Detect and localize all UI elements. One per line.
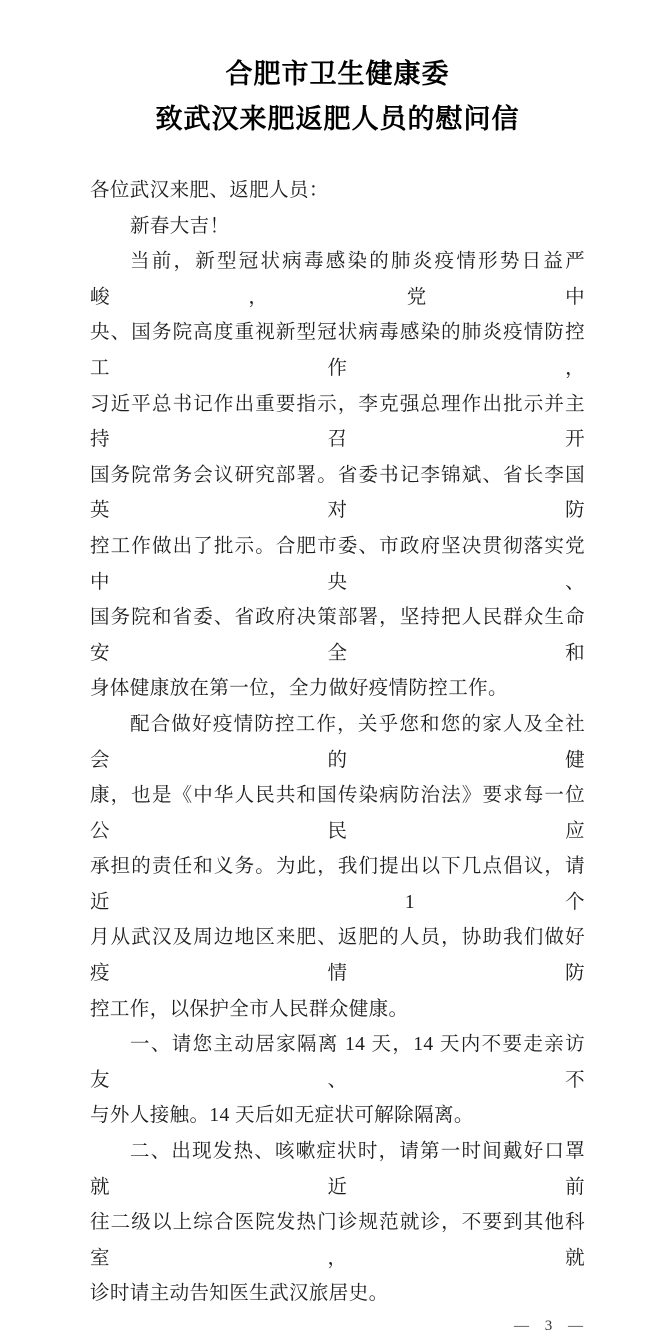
body-line: 新春大吉！ (129, 215, 230, 237)
body-line: 习近平总书记作出重要指示，李克强总理作出批示并主持召开 (90, 393, 585, 451)
body-line: 身体健康放在第一位，全力做好疫情防控工作。 (90, 678, 508, 700)
body-line-salutation: 各位武汉来肥、返肥人员： (90, 180, 329, 201)
body-line: 控工作，以保护全市人民群众健康。 (90, 998, 409, 1020)
page-number: — 3 — (514, 1318, 585, 1334)
body-line-item-2: 二、出现发热、咳嗽症状时，请第一时间戴好口罩就近前 (90, 1141, 585, 1198)
body-line: 配合做好疫情防控工作，关乎您和您的家人及全社会的健 (90, 713, 585, 771)
document-title-line-1: 合肥市卫生健康委 (225, 59, 450, 89)
body-line: 往二级以上综合医院发热门诊规范就诊，不要到其他科室，就 (90, 1212, 585, 1269)
body-line-item-1: 一、请您主动居家隔离 14 天，14 天内不要走亲访友、不 (90, 1034, 585, 1091)
body-line: 当前，新型冠状病毒感染的肺炎疫情形势日益严峻，党中 (90, 251, 585, 308)
body-line: 承担的责任和义务。为此，我们提出以下几点倡议，请近 1 个 (90, 856, 585, 913)
letter-body (90, 173, 585, 1312)
body-line: 与外人接触。14 天后如无症状可解除隔离。 (90, 1105, 474, 1127)
body-line: 控工作做出了批示。合肥市委、市政府坚决贯彻落实党中央、 (90, 535, 585, 593)
document-title-line-2: 致武汉来肥返肥人员的慰问信 (155, 104, 520, 134)
body-line: 国务院和省委、省政府决策部署，坚持把人民群众生命安全和 (90, 607, 585, 664)
body-line: 国务院常务会议研究部署。省委书记李锦斌、省长李国英对防 (90, 464, 585, 522)
body-line: 央、国务院高度重视新型冠状病毒感染的肺炎疫情防控工作， (90, 322, 585, 379)
body-line: 诊时请主动告知医生武汉旅居史。 (90, 1283, 389, 1305)
body-line: 康，也是《中华人民共和国传染病防治法》要求每一位公民应 (90, 785, 585, 842)
body-line: 月从武汉及周边地区来肥、返肥的人员，协助我们做好疫情防 (90, 927, 585, 985)
